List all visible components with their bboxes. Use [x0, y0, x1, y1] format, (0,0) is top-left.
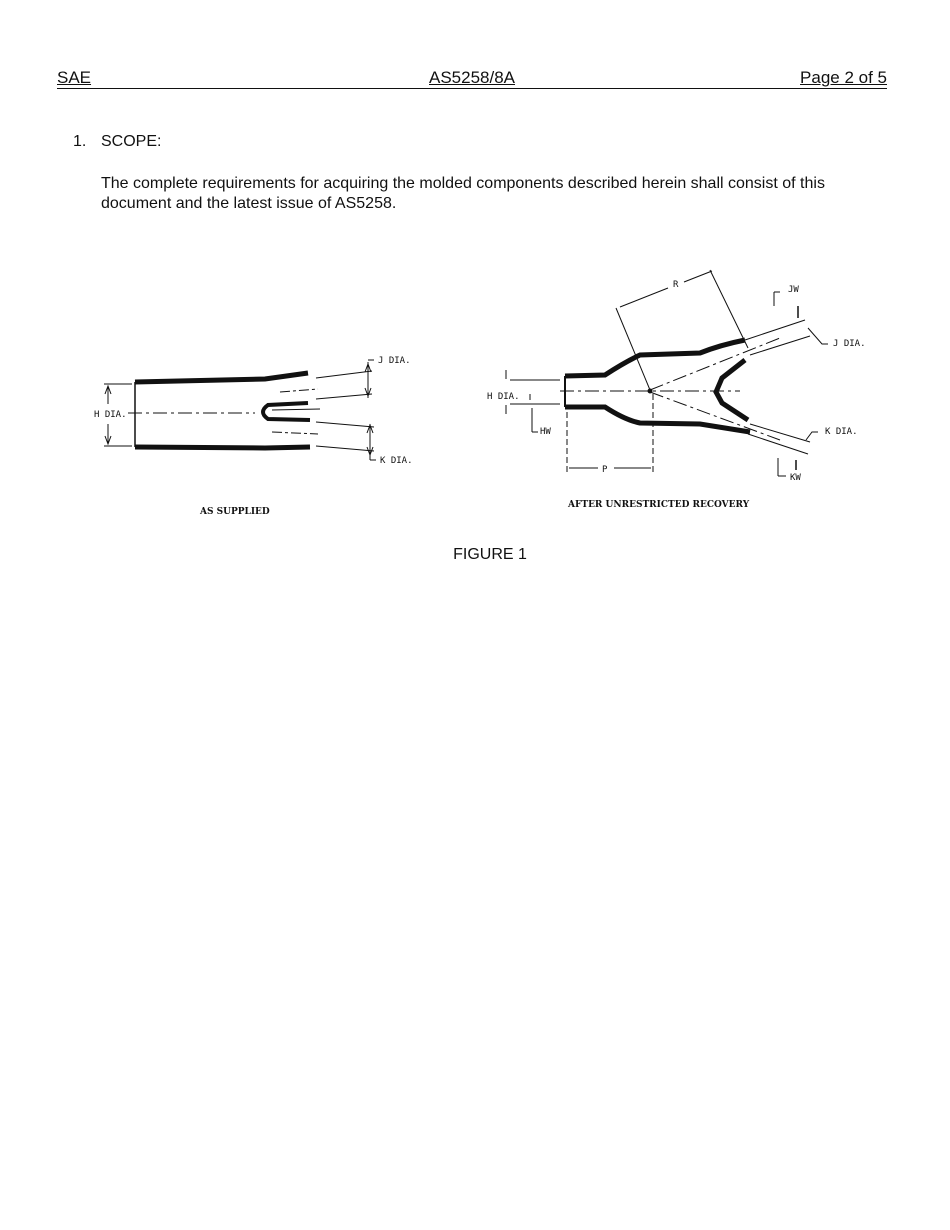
header-document-number: AS5258/8A — [429, 68, 516, 87]
as-supplied-caption: AS SUPPLIED — [200, 507, 270, 517]
as-supplied-drawing — [104, 360, 376, 460]
right-kw-label: KW — [790, 473, 801, 483]
header-page-number: Page 2 of 5 — [800, 68, 887, 87]
right-j-dia-label: J DIA. — [833, 339, 866, 349]
right-k-dia-label: K DIA. — [825, 427, 858, 437]
right-r-label: R — [673, 280, 679, 290]
section-title: SCOPE: — [101, 133, 162, 150]
figure-label: FIGURE 1 — [453, 546, 527, 563]
right-p-label: P — [602, 465, 608, 475]
section-number: 1. — [73, 133, 87, 150]
left-h-dia-label: H DIA. — [94, 410, 127, 420]
right-jw-label: JW — [788, 285, 799, 295]
right-h-dia-label: H DIA. — [487, 392, 520, 402]
header-org: SAE — [57, 68, 92, 87]
left-k-dia-label: K DIA. — [380, 456, 413, 466]
after-recovery-caption: AFTER UNRESTRICTED RECOVERY — [568, 500, 750, 510]
right-hw-label: HW — [540, 427, 551, 437]
after-recovery-drawing — [506, 270, 828, 476]
scope-paragraph: The complete requirements for acquiring the molded components described herein shall consist of this document and the latest issue of AS5258. — [101, 175, 825, 212]
left-j-dia-label: J DIA. — [378, 356, 411, 366]
